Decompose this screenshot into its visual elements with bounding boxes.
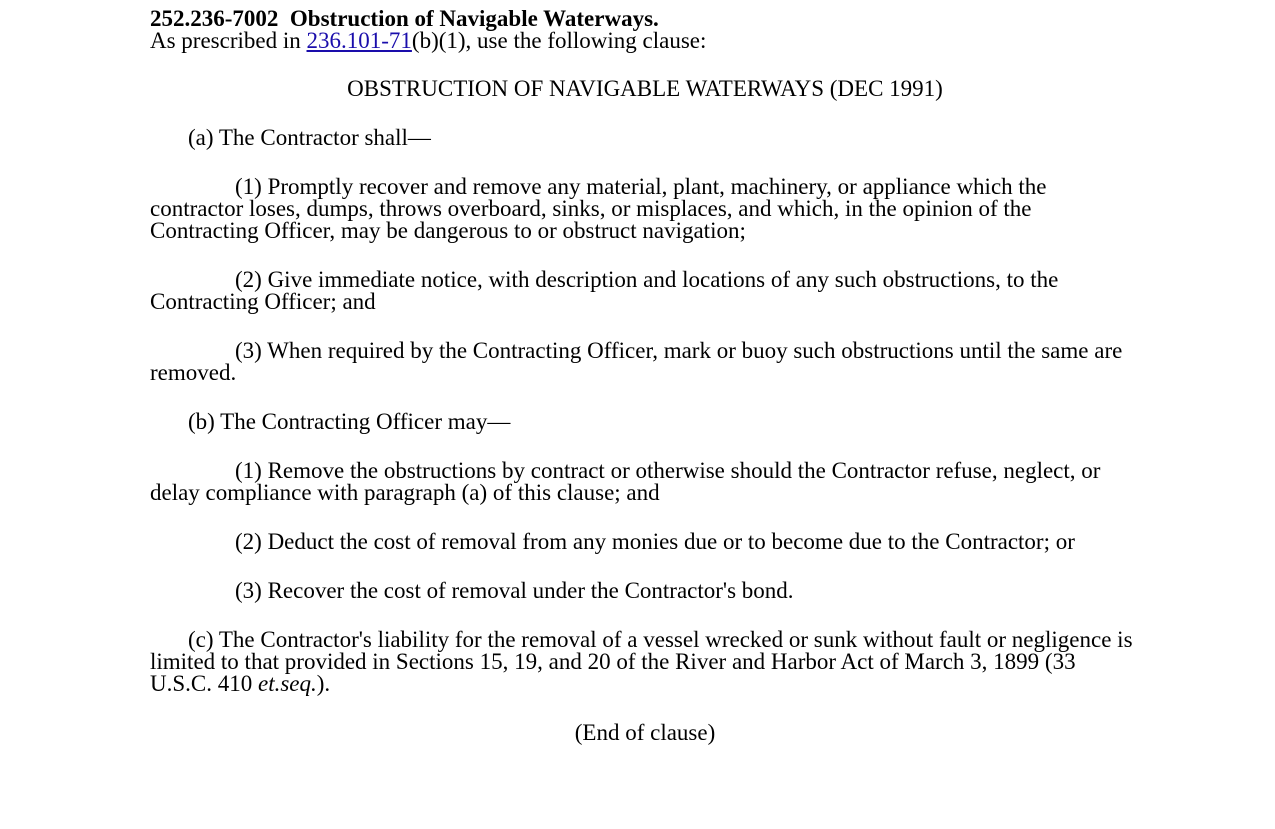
reference-link[interactable]: 236.101-71 — [306, 28, 412, 53]
paragraph-c-text: (c) The Contractor's liability for the removal of a vessel wrecked or sunk without fault or negligence is limited to that provided in Sections 15, 19, and 20 of the River and Harbor Act of March 3, 1899 (33 U.S.C. 410 — [150, 627, 1133, 696]
section-number: 252.236-7002 — [150, 6, 279, 31]
paragraph-c-italic: et.seq. — [258, 671, 317, 696]
prescription-suffix: (b)(1), use the following clause: — [411, 28, 707, 53]
paragraph-c — [150, 629, 1140, 695]
paragraph-a-intro: (a) The Contractor shall— — [188, 125, 431, 150]
paragraph-a-3: (3) When required by the Contracting Officer, mark or buoy such obstructions until the same are removed. — [150, 338, 1123, 385]
paragraph-a-1: (1) Promptly recover and remove any material, plant, machinery, or appliance which the contractor loses, dumps, throws overboard, sinks, or misplaces, and which, in the opinion of the Contracting Officer, may be dangerous to or obstruct navigation; — [150, 174, 1047, 243]
paragraph-a-2: (2) Give immediate notice, with description and locations of any such obstructions, to the Contracting Officer; and — [150, 267, 1059, 314]
section-heading — [150, 8, 1140, 30]
document-page — [150, 8, 1140, 744]
end-of-clause: (End of clause) — [574, 720, 716, 745]
section-title: Obstruction of Navigable Waterways. — [289, 6, 659, 31]
paragraph-b-intro: (b) The Contracting Officer may— — [188, 409, 511, 434]
paragraph-b-3: (3) Recover the cost of removal under the Contractor's bond. — [235, 578, 794, 603]
prescription-prefix: As prescribed in — [150, 28, 307, 53]
prescription-line — [150, 30, 1140, 52]
paragraph-b-2: (2) Deduct the cost of removal from any monies due or to become due to the Contractor; or — [235, 529, 1075, 554]
paragraph-c-end: ). — [316, 671, 331, 696]
paragraph-b-1: (1) Remove the obstructions by contract or otherwise should the Contractor refuse, neglect, or delay compliance with paragraph (a) of this clause; and — [150, 458, 1101, 505]
clause-title: OBSTRUCTION OF NAVIGABLE WATERWAYS (DEC 1991) — [347, 76, 943, 101]
